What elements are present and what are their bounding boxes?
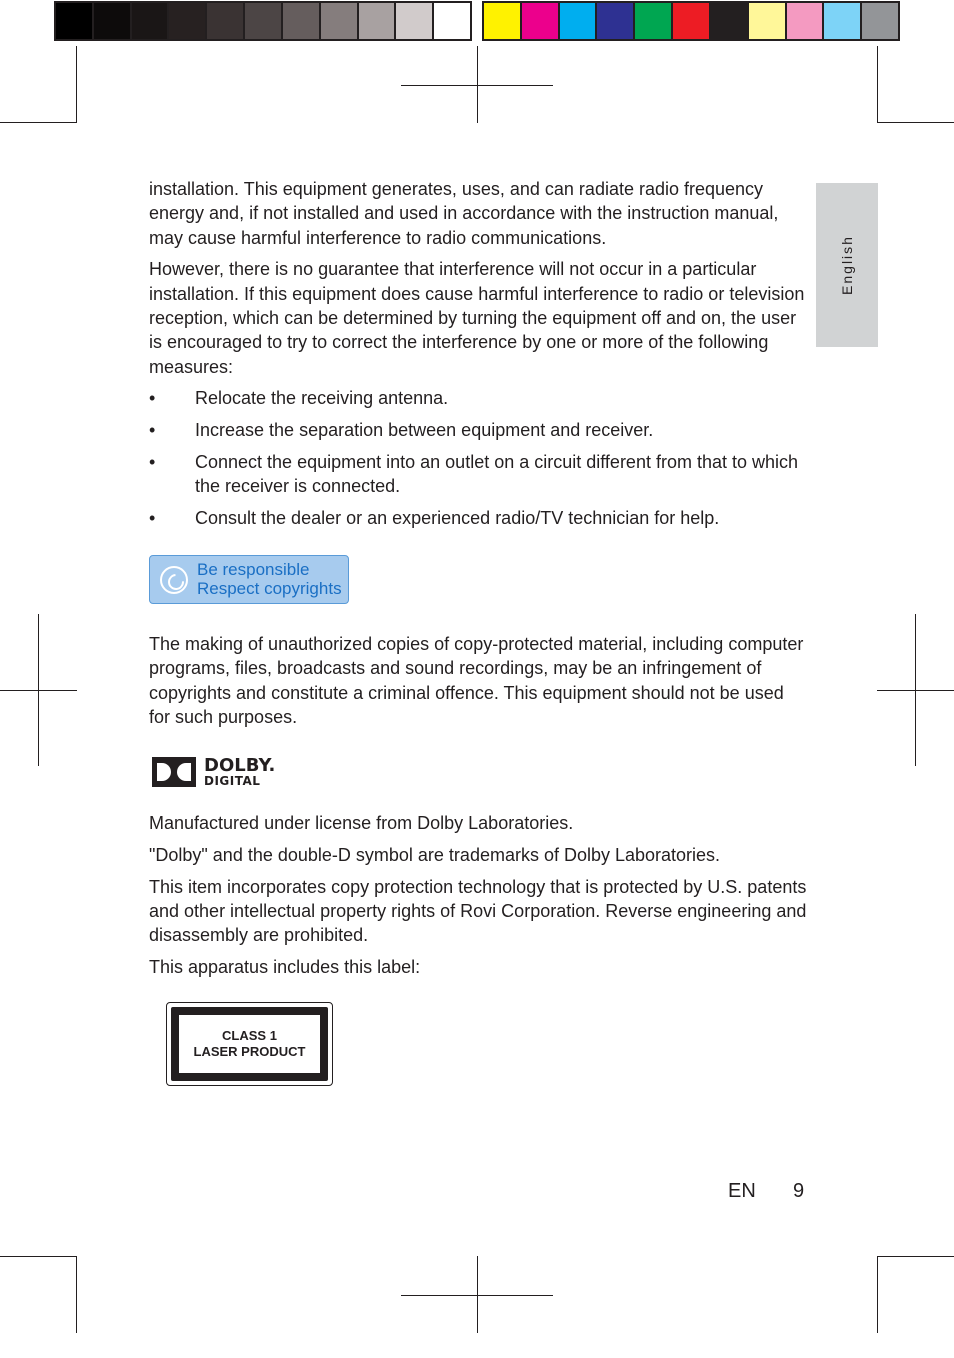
color-swatch: [522, 3, 558, 39]
color-swatch: [787, 3, 823, 39]
fcc-paragraph: However, there is no guarantee that interference will not occur in a particular installation. If this equipment does cause harmful interference to radio or television reception, which can be determined by turning the equipment off and on, the user is encouraged to try to correct the interference by one or more of the following measures:: [149, 259, 805, 377]
double-d-icon: [152, 757, 196, 787]
smile-icon: [160, 566, 188, 594]
crop-mark: [877, 122, 954, 123]
gray-swatch: [396, 3, 432, 39]
gray-swatch: [56, 3, 92, 39]
bullet-icon: •: [149, 420, 156, 441]
language-tab-label: English: [839, 235, 855, 295]
crop-mark: [0, 1256, 77, 1257]
gray-swatch: [283, 3, 319, 39]
crop-mark: [877, 1256, 954, 1257]
license-paragraph: This item incorporates copy protection technology that is protected by U.S. patents and other intellectual property rights of Rovi Corporation. Reverse engineering and disassembly are prohibited.: [149, 876, 807, 946]
laser-label-line-2: LASER PRODUCT: [193, 1044, 306, 1059]
list-item: • Connect the equipment into an outlet on a circuit different from that to which the receiver is connected.: [149, 451, 799, 497]
registration-mark: [401, 1295, 553, 1296]
gray-swatch: [359, 3, 395, 39]
crop-mark: [0, 122, 77, 123]
dolby-digital-logo: [152, 755, 282, 789]
badge-line-2: Respect copyrights: [197, 579, 342, 598]
crop-mark: [877, 1256, 878, 1333]
registration-mark: [877, 690, 954, 691]
gray-swatch: [169, 3, 205, 39]
bullet-icon: •: [149, 451, 156, 472]
page-number: 9: [793, 1180, 805, 1202]
fcc-paragraph: installation. This equipment generates, uses, and can radiate radio frequency energy and, if not installed and used in accordance with the instruction manual, may cause harmful interference to radio communications.: [149, 179, 779, 248]
color-swatch: [711, 3, 747, 39]
laser-product-label: [166, 1002, 333, 1086]
gray-swatch: [132, 3, 168, 39]
gray-swatch: [94, 3, 130, 39]
color-swatch: [749, 3, 785, 39]
dolby-logo-sub: DIGITAL: [204, 774, 261, 788]
color-swatch: [597, 3, 633, 39]
color-swatch: [673, 3, 709, 39]
gray-swatch: [245, 3, 281, 39]
list-item: • Increase the separation between equipment and receiver.: [149, 418, 809, 442]
language-tab: [816, 183, 878, 347]
respect-copyrights-badge: [149, 555, 349, 604]
color-swatch: [484, 3, 520, 39]
registration-mark: [0, 690, 77, 691]
license-paragraph: Manufactured under license from Dolby Laboratories.: [149, 813, 574, 833]
color-swatch: [862, 3, 898, 39]
badge-line-1: Be responsible: [197, 560, 310, 579]
copyright-paragraph: The making of unauthorized copies of copy-protected material, including computer programs, files, broadcasts and sound recordings, may be an infringement of copyrights and constitute a criminal offence. This equipment should not be used for such purposes.: [149, 634, 804, 727]
gray-swatch: [434, 3, 470, 39]
color-swatch: [635, 3, 671, 39]
crop-mark: [877, 46, 878, 123]
grayscale-calibration-bar: [54, 1, 472, 41]
footer-language: EN: [728, 1180, 756, 1202]
label-intro: This apparatus includes this label:: [149, 956, 421, 977]
dolby-logo-word: DOLBY.: [204, 755, 276, 776]
crop-mark: [76, 46, 77, 123]
interference-measures-list: [149, 386, 809, 530]
color-calibration-bar: [482, 1, 900, 41]
fcc-notice: [149, 177, 809, 538]
gray-swatch: [321, 3, 357, 39]
license-notice: [149, 811, 809, 987]
color-swatch: [560, 3, 596, 39]
crop-mark: [76, 1256, 77, 1333]
gray-swatch: [207, 3, 243, 39]
laser-label-line-1: CLASS 1: [222, 1028, 277, 1043]
license-paragraph: "Dolby" and the double-D symbol are trademarks of Dolby Laboratories.: [149, 844, 721, 865]
list-item: • Consult the dealer or an experienced radio/TV technician for help.: [149, 506, 809, 530]
registration-mark: [401, 85, 553, 86]
list-item: • Relocate the receiving antenna.: [149, 386, 809, 410]
bullet-icon: •: [149, 388, 156, 409]
bullet-icon: •: [149, 508, 156, 529]
color-swatch: [824, 3, 860, 39]
